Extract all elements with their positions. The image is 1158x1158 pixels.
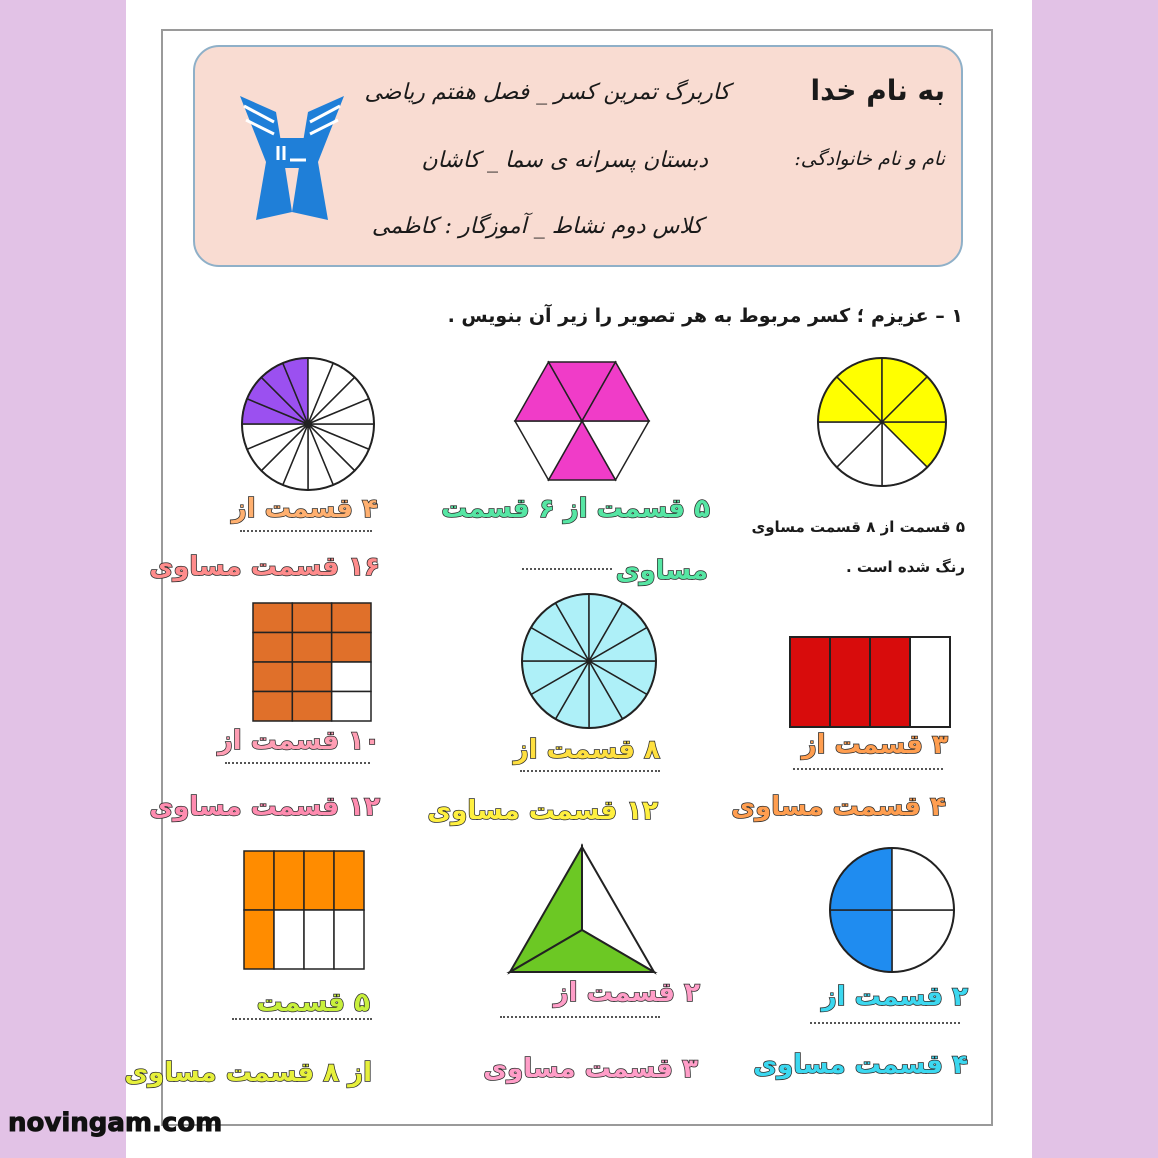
triangle-answer-line2: ۳ قسمت مساوی bbox=[483, 1054, 698, 1084]
grid-cell bbox=[253, 633, 292, 663]
grid-cell bbox=[253, 662, 292, 692]
rectangle-four-parts bbox=[790, 637, 950, 727]
grid-cell bbox=[244, 851, 274, 910]
circle4-answer-line2: ۴ قسمت مساوی bbox=[753, 1050, 968, 1080]
grid12-answer-line1: ۱۰ قسمت از bbox=[217, 726, 380, 756]
grid-cell bbox=[304, 851, 334, 910]
triangle-answer-line1: ۲ قسمت از bbox=[553, 978, 700, 1008]
example-answer-line1: ۵ قسمت از ۸ قسمت مساوی bbox=[751, 518, 965, 536]
school-name: دبستان پسرانه ی سما _ کاشان bbox=[421, 148, 708, 173]
circle16-answer-line2: ۱۶ قسمت مساوی bbox=[149, 552, 380, 582]
circle12-answer-line2: ۱۲ قسمت مساوی bbox=[427, 796, 658, 826]
class-teacher: کلاس دوم نشاط _ آموزگار : کاظمی bbox=[371, 214, 703, 239]
circle12-answer-line1: ۸ قسمت از bbox=[513, 735, 660, 765]
grid-cell bbox=[304, 910, 334, 969]
grid-cell bbox=[332, 633, 371, 663]
worksheet-title: کاربرگ تمرین کسر _ فصل هفتم ریاضی bbox=[364, 80, 730, 105]
circle4-answer-dots bbox=[810, 1022, 960, 1024]
site-watermark: novingam.com bbox=[8, 1108, 223, 1138]
grid-eight-parts bbox=[244, 851, 364, 969]
circle-twelve-parts bbox=[521, 593, 657, 729]
grid-cell bbox=[292, 603, 331, 633]
grid-cell bbox=[334, 851, 364, 910]
grid-cell bbox=[274, 910, 304, 969]
grid-cell bbox=[292, 692, 331, 722]
circle16-answer-line1: ۴ قسمت از bbox=[231, 494, 378, 524]
grid-cell bbox=[332, 662, 371, 692]
circle16-answer-dots bbox=[240, 530, 372, 532]
grid-twelve-parts bbox=[253, 603, 371, 721]
grid8-answer-line1: ۵ قسمت bbox=[256, 988, 370, 1018]
triangle-three-parts bbox=[510, 847, 654, 972]
question-text: ۱ – عزیزم ؛ کسر مربوط به هر تصویر را زیر آن بنویس . bbox=[447, 305, 963, 327]
bismillah-title: به نام خدا bbox=[810, 74, 945, 107]
grid-cell bbox=[253, 603, 292, 633]
circle-sixteen-parts bbox=[241, 357, 375, 491]
grid-cell bbox=[274, 851, 304, 910]
circle4-answer-line1: ۲ قسمت از bbox=[821, 982, 968, 1012]
example-answer-line2: رنگ شده است . bbox=[845, 558, 965, 576]
hexagon-answer-line1: ۵ قسمت از ۶ قسمت bbox=[441, 494, 710, 524]
grid-cell bbox=[292, 662, 331, 692]
hexagon-answer-dots bbox=[522, 568, 612, 570]
grid8-answer-dots bbox=[232, 1018, 372, 1020]
grid-cell bbox=[253, 692, 292, 722]
grid-cell bbox=[332, 692, 371, 722]
rect-answer-line1: ۳ قسمت از bbox=[801, 730, 948, 760]
grid12-answer-line2: ۱۲ قسمت مساوی bbox=[149, 792, 380, 822]
grid-cell bbox=[334, 910, 364, 969]
rect-answer-line2: ۴ قسمت مساوی bbox=[731, 792, 946, 822]
rect-answer-dots bbox=[793, 768, 943, 770]
grid-cell bbox=[332, 603, 371, 633]
student-name-label: نام و نام خانوادگی: bbox=[794, 148, 945, 170]
grid-cell bbox=[292, 633, 331, 663]
hexagon-answer-line2: مساوی bbox=[615, 556, 708, 586]
hexagon-six-parts bbox=[515, 362, 649, 480]
grid8-answer-line2: از ۸ قسمت مساوی bbox=[124, 1058, 372, 1088]
circle-four-parts bbox=[829, 847, 955, 973]
grid-cell bbox=[244, 910, 274, 969]
university-logo bbox=[236, 92, 348, 222]
circle-eight-parts bbox=[817, 357, 947, 487]
triangle-answer-dots bbox=[500, 1016, 660, 1018]
grid12-answer-dots bbox=[225, 762, 370, 764]
circle12-answer-dots bbox=[520, 770, 660, 772]
